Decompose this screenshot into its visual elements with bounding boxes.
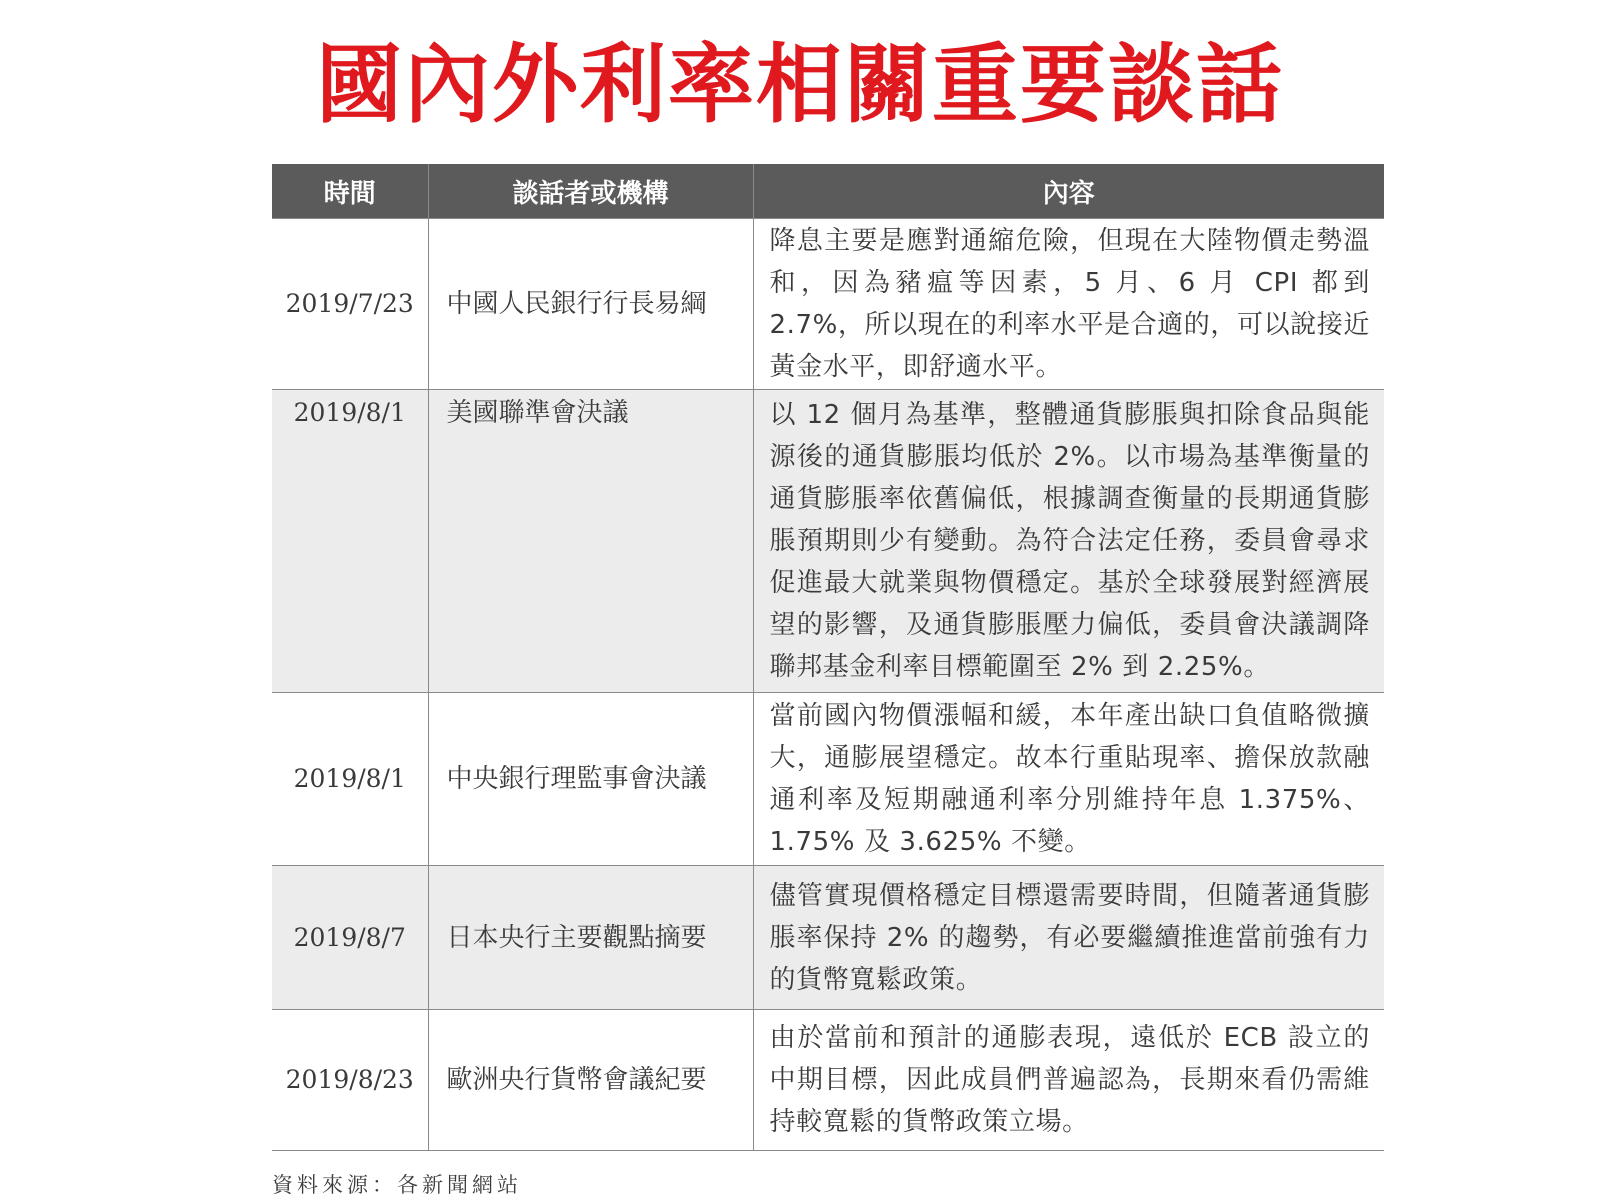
row-content: 由於當前和預計的通膨表現，遠低於 ECB 設立的中期目標，因此成員們普遍認為，長期來看仍需維持較寬鬆的貨幣政策立場。 [753,1010,1384,1151]
statements-table-container [272,164,1384,1151]
header-content: 內容 [753,164,1384,219]
table-header-row [272,164,1384,219]
table-row [272,866,1384,1010]
row-date: 2019/7/23 [272,219,428,390]
source-note: 資料來源：各新聞網站 [272,1173,522,1197]
row-speaker: 中央銀行理監事會決議 [428,693,753,866]
row-speaker: 美國聯準會決議 [428,390,753,693]
row-date: 2019/8/7 [272,866,428,1010]
table-row [272,1010,1384,1151]
row-date: 2019/8/1 [272,390,428,693]
row-date: 2019/8/23 [272,1010,428,1151]
row-date: 2019/8/1 [272,693,428,866]
row-content: 以 12 個月為基準，整體通貨膨脹與扣除食品與能源後的通貨膨脹均低於 2%。以市場為基準衡量的通貨膨脹率依舊偏低，根據調查衡量的長期通貨膨脹預期則少有變動。為符合法定任務，委員會尋求促進最大就業與物價穩定。基於全球發展對經濟展望的影響，及通貨膨脹壓力偏低，委員會決議調降聯邦基金利率目標範圍至 2% 到 2.25%。 [753,390,1384,693]
row-content: 降息主要是應對通縮危險，但現在大陸物價走勢溫和，因為豬瘟等因素，5 月、6 月 CPI 都到 2.7%，所以現在的利率水平是合適的，可以說接近黃金水平，即舒適水平。 [753,219,1384,390]
page-title: 國內外利率相關重要談話 [316,35,1284,135]
row-speaker: 歐洲央行貨幣會議紀要 [428,1010,753,1151]
row-speaker: 中國人民銀行行長易綱 [428,219,753,390]
table-row [272,390,1384,693]
row-content: 當前國內物價漲幅和緩，本年產出缺口負值略微擴大，通膨展望穩定。故本行重貼現率、擔保放款融通利率及短期融通利率分別維持年息 1.375%、1.75% 及 3.625% 不變。 [753,693,1384,866]
statements-table [272,164,1384,1151]
table-row [272,219,1384,390]
header-date: 時間 [272,164,428,219]
header-speaker: 談話者或機構 [428,164,753,219]
row-content: 儘管實現價格穩定目標還需要時間，但隨著通貨膨脹率保持 2% 的趨勢，有必要繼續推進當前強有力的貨幣寬鬆政策。 [753,866,1384,1010]
row-speaker: 日本央行主要觀點摘要 [428,866,753,1010]
table-row [272,693,1384,866]
